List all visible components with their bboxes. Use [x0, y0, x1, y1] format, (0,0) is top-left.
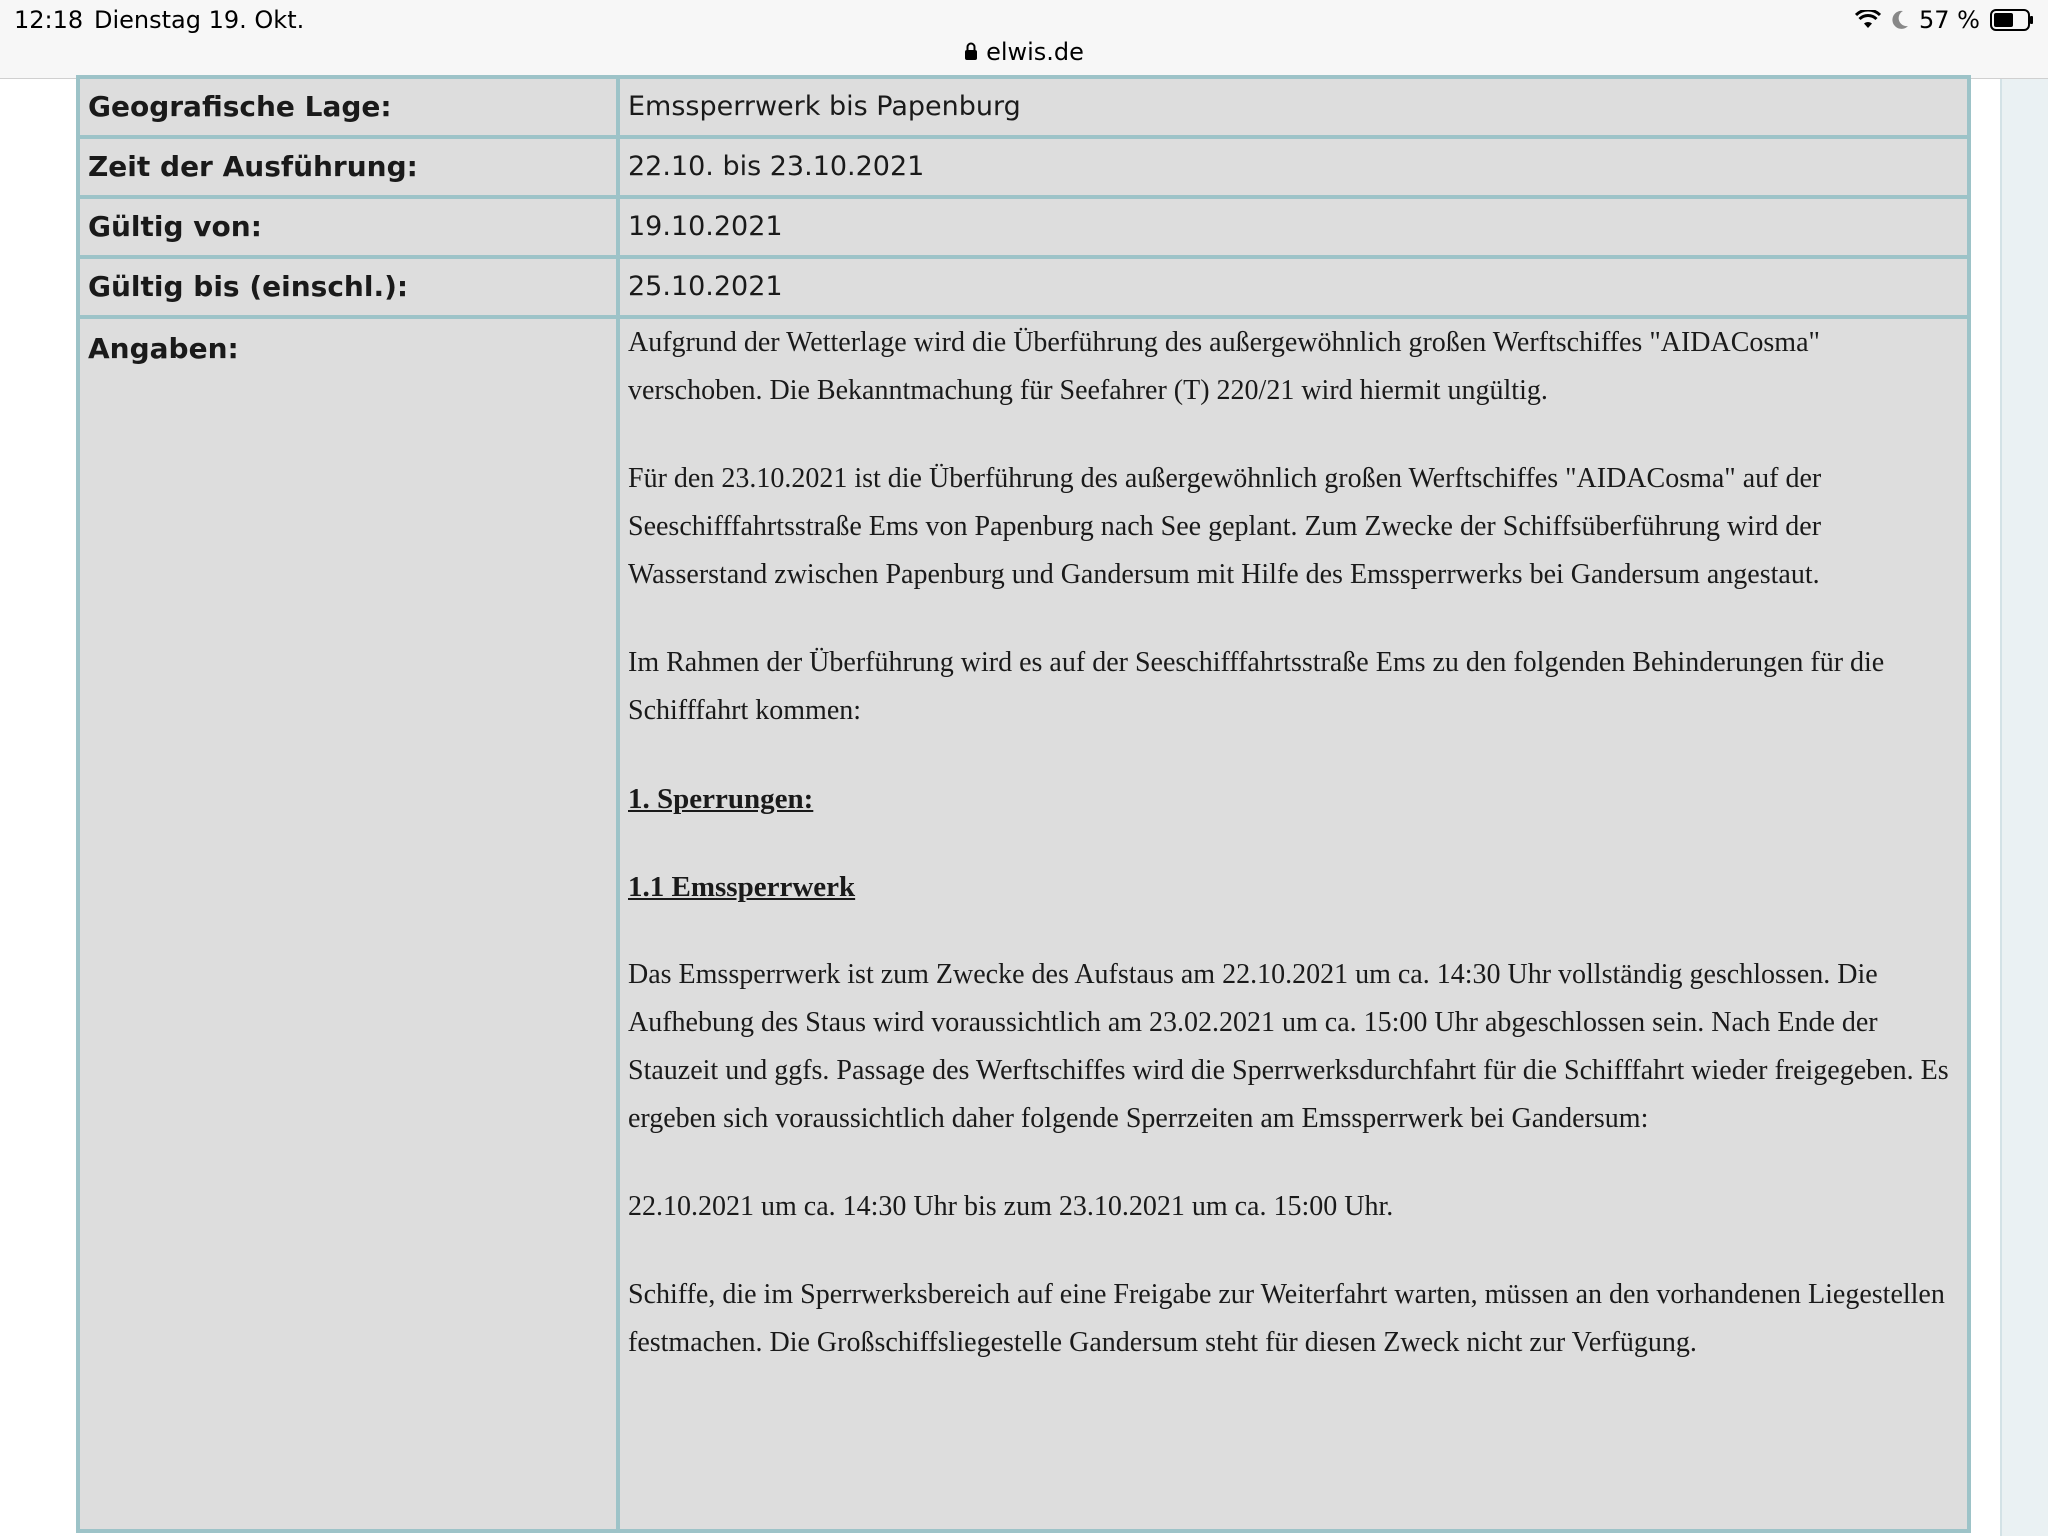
row-value: 25.10.2021	[618, 257, 1969, 317]
section-heading: 1. Sperrungen:	[628, 783, 814, 815]
details-content	[618, 317, 1969, 1531]
date: Dienstag 19. Okt.	[94, 6, 305, 34]
wifi-icon	[1855, 10, 1881, 30]
row-label: Angaben:	[78, 317, 618, 1531]
row-label: Geografische Lage:	[78, 77, 618, 137]
row-label: Gültig bis (einschl.):	[78, 257, 618, 317]
row-value: Emssperrwerk bis Papenburg	[618, 77, 1969, 137]
table-row	[78, 317, 1969, 1531]
paragraph: Schiffe, die im Sperrwerksbereich auf eine Freigabe zur Weiterfahrt warten, müssen an den vorhandenen Liegestellen festmachen. Die Großschiffsliegestelle Gandersum steht für diesen Zweck nicht zur Verfügung.	[628, 1279, 1945, 1358]
table-row	[78, 197, 1969, 257]
address-bar[interactable]	[0, 38, 2048, 66]
web-page	[0, 79, 2048, 1536]
paragraph: Für den 23.10.2021 ist die Überführung des außergewöhnlich großen Werftschiffes "AIDACosma" auf der Seeschifffahrtsstraße Ems von Papenburg nach See geplant. Zum Zwecke der Schiffsüberführung wird der Wasserstand zwischen Papenburg und Gandersum mit Hilfe des Emssperrwerks bei Gandersum angestaut.	[628, 463, 1822, 590]
row-label: Zeit der Ausführung:	[78, 137, 618, 197]
row-value: 22.10. bis 23.10.2021	[618, 137, 1969, 197]
status-icons	[1855, 6, 2034, 34]
table-row	[78, 137, 1969, 197]
subsection-heading: 1.1 Emssperrwerk	[628, 871, 856, 903]
paragraph: Im Rahmen der Überführung wird es auf der Seeschifffahrtsstraße Ems zu den folgenden Behinderungen für die Schifffahrt kommen:	[628, 647, 1885, 726]
paragraph: 22.10.2021 um ca. 14:30 Uhr bis zum 23.10.2021 um ca. 15:00 Uhr.	[628, 1191, 1394, 1222]
url-text: elwis.de	[986, 38, 1084, 66]
row-label: Gültig von:	[78, 197, 618, 257]
notice-table	[76, 75, 1971, 1533]
paragraph: Aufgrund der Wetterlage wird die Überführung des außergewöhnlich großen Werftschiffes "AIDACosma" verschoben. Die Bekanntmachung für Seefahrer (T) 220/21 wird hiermit ungültig.	[628, 327, 1820, 406]
lock-icon	[964, 38, 978, 66]
battery-icon	[1990, 9, 2034, 31]
battery-percent: 57 %	[1919, 6, 1980, 34]
moon-icon	[1891, 10, 1909, 30]
table-row	[78, 77, 1969, 137]
status-bar	[0, 0, 2048, 79]
clock: 12:18	[14, 6, 84, 34]
row-value: 19.10.2021	[618, 197, 1969, 257]
table-row	[78, 257, 1969, 317]
paragraph: Das Emssperrwerk ist zum Zwecke des Aufstaus am 22.10.2021 um ca. 14:30 Uhr vollständig geschlossen. Die Aufhebung des Staus wird voraussichtlich am 23.02.2021 um ca. 15:00 Uhr abgeschlossen sein. Nach Ende der Stauzeit und ggfs. Passage des Werftschiffes wird die Sperrwerksdurchfahrt für die Schifffahrt wieder freigegeben. Es ergeben sich voraussichtlich daher folgende Sperrzeiten am Emssperrwerk bei Gandersum:	[628, 959, 1949, 1134]
page-side-column	[2000, 79, 2048, 1536]
